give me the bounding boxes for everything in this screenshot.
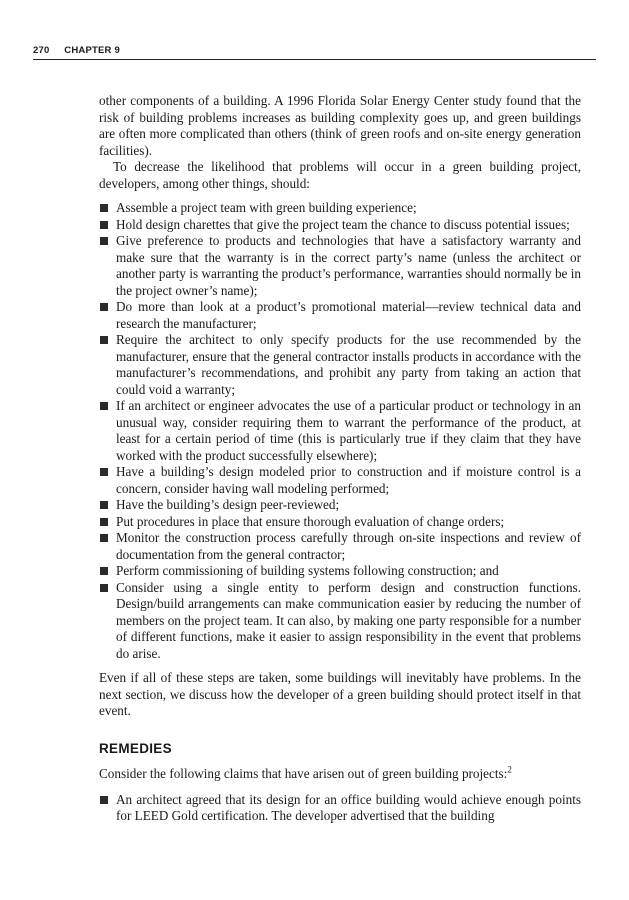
list-item: Assemble a project team with green building experience; xyxy=(99,200,581,217)
list-item: Have the building’s design peer-reviewed; xyxy=(99,497,581,514)
page-number: 270 xyxy=(33,45,50,56)
square-bullet-icon xyxy=(100,468,108,476)
square-bullet-icon xyxy=(100,402,108,410)
list-item: Do more than look at a product’s promotional material—review technical data and research the manufacturer; xyxy=(99,299,581,332)
chapter-label: CHAPTER 9 xyxy=(64,45,120,56)
list-item: Have a building’s design modeled prior to construction and if moisture control is a concern, consider having wall modeling performed; xyxy=(99,464,581,497)
section-heading-remedies: REMEDIES xyxy=(99,740,172,756)
list-item: Require the architect to only specify products for the use recommended by the manufacturer, ensure that the general contractor installs products in accordance with the manufacturer’s recommendations, and prohibit any party from taking an action that could void a warranty; xyxy=(99,332,581,398)
claims-list xyxy=(99,792,581,825)
intro-paragraph-1: other components of a building. A 1996 Florida Solar Energy Center study found that the risk of building problems increases as building complexity goes up, and green buildings are often more complicated than others (think of green roofs and on-site energy generation facilities). xyxy=(99,93,581,158)
square-bullet-icon xyxy=(100,567,108,575)
square-bullet-icon xyxy=(100,501,108,509)
list-item: Perform commissioning of building systems following construction; and xyxy=(99,563,581,580)
list-item: If an architect or engineer advocates the use of a particular product or technology in an unusual way, consider requiring them to warrant the performance of the product, at least for a certain period of time (this is particularly true if they claim that they have worked with the product successfully elsewhere); xyxy=(99,398,581,464)
square-bullet-icon xyxy=(100,584,108,592)
square-bullet-icon xyxy=(100,796,108,804)
conclusion-paragraph: Even if all of these steps are taken, some buildings will inevitably have problems. In the next section, we discuss how the developer of a green building should protect itself in that event. xyxy=(99,670,581,718)
square-bullet-icon xyxy=(100,336,108,344)
square-bullet-icon xyxy=(100,303,108,311)
intro-paragraph-2: To decrease the likelihood that problems will occur in a green building project, developers, among other things, should: xyxy=(99,159,581,191)
square-bullet-icon xyxy=(100,518,108,526)
square-bullet-icon xyxy=(100,237,108,245)
recommendations-list xyxy=(99,200,581,662)
square-bullet-icon xyxy=(100,204,108,212)
square-bullet-icon xyxy=(100,534,108,542)
footnote-reference[interactable]: 2 xyxy=(507,764,512,775)
running-header xyxy=(33,45,596,60)
list-item: Monitor the construction process carefully through on-site inspections and review of documentation from the general contractor; xyxy=(99,530,581,563)
list-item: Give preference to products and technologies that have a satisfactory warranty and make sure that the warranty is in the correct party’s name (unless the architect or another party is warranting the product’s performance, warranties should normally be in the project owner’s name); xyxy=(99,233,581,299)
list-item: Hold design charettes that give the project team the chance to discuss potential issues; xyxy=(99,217,581,234)
remedies-intro: Consider the following claims that have arisen out of green building projects:$^2$ xyxy=(99,764,512,781)
square-bullet-icon xyxy=(100,221,108,229)
list-item: Consider using a single entity to perform design and construction functions. Design/build arrangements can make communication easier by reducing the number of members on the project team. It can also, by making one party responsible for a number of different functions, make it easier to assign responsibility in the event that problems do arise. xyxy=(99,580,581,663)
list-item: Put procedures in place that ensure thorough evaluation of change orders; xyxy=(99,514,581,531)
list-item: An architect agreed that its design for an office building would achieve enough points for LEED Gold certification. The developer advertised that the building xyxy=(99,792,581,825)
body-text xyxy=(99,93,581,825)
